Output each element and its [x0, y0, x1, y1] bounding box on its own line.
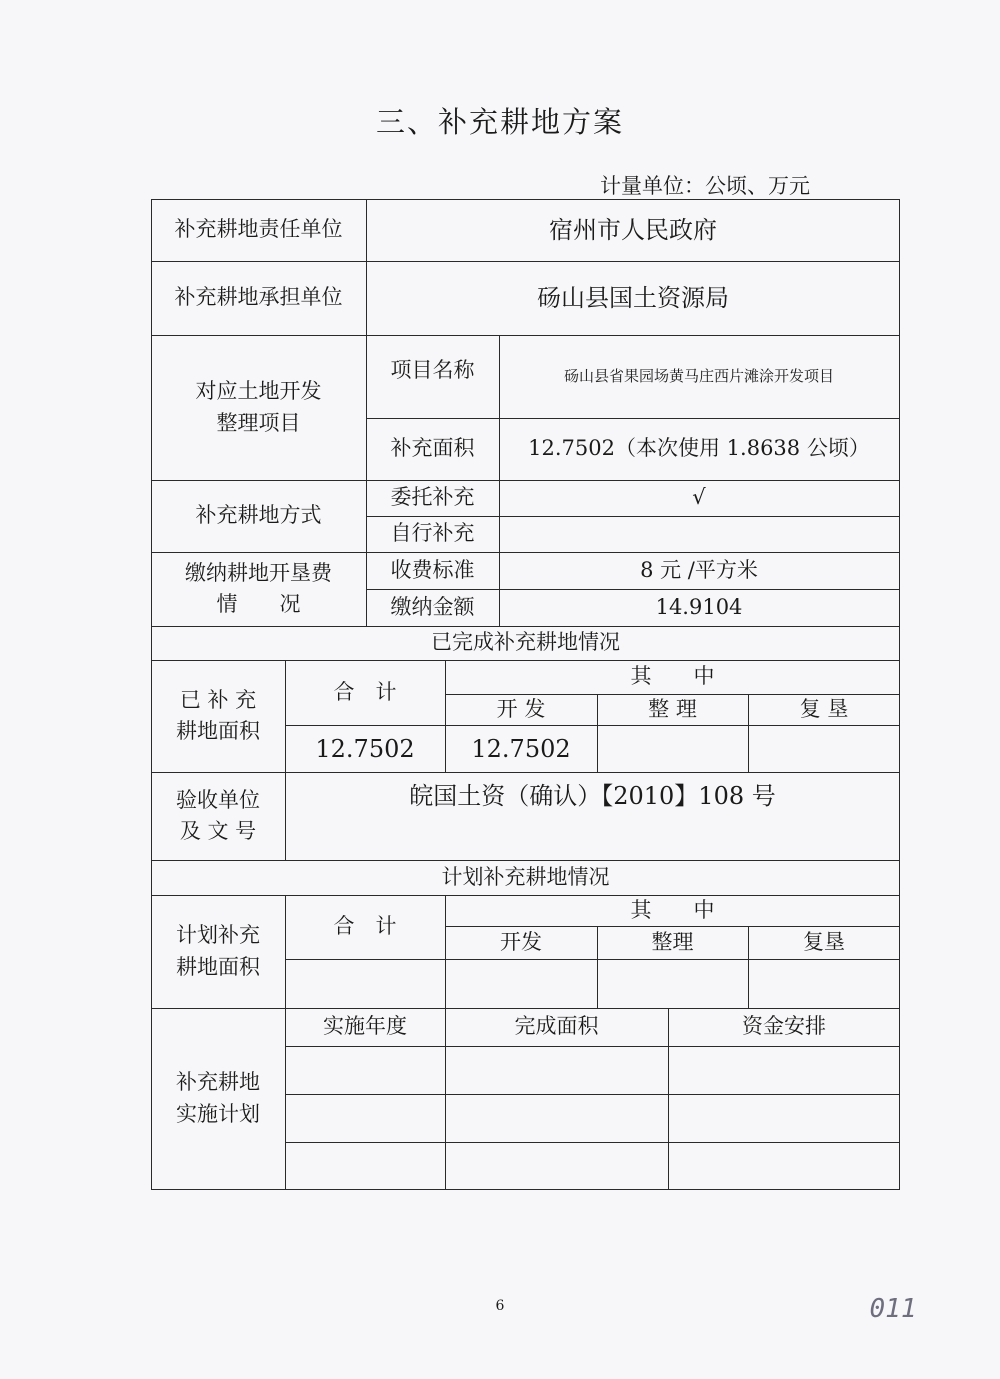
completed-consolidation-label: 整 理: [648, 696, 697, 721]
fee-amount-label: 缴纳金额: [390, 594, 475, 619]
table-line: [285, 1046, 900, 1047]
fee-standard-value: 8 元 /平方米: [640, 557, 758, 582]
completed-development-label: 开 发: [496, 696, 546, 721]
completed-total-value: 12.7502: [315, 734, 415, 763]
planned-area-label: 计划补充 耕地面积: [176, 923, 260, 979]
planned-section-title: 计划补充耕地情况: [441, 864, 610, 889]
funding-arrangement-label: 资金安排: [742, 1014, 826, 1039]
archive-stamp: 011: [869, 1294, 917, 1324]
project-name-value: 砀山县省果园场黄马庄西片滩涂开发项目: [563, 367, 834, 386]
table-line: [285, 1094, 900, 1095]
acceptance-document-number: 皖国土资（确认）【2010】108 号: [409, 782, 776, 810]
planned-development-label: 开发: [500, 929, 542, 954]
supplement-area-value: 12.7502（本次使用 1.8638 公顷）: [528, 436, 870, 461]
completed-total-label: 合 计: [333, 679, 397, 704]
completed-area-header: 完成面积: [514, 1014, 599, 1039]
fee-standard-label: 收费标准: [390, 557, 475, 582]
implementation-plan-label: 补充耕地 实施计划: [176, 1070, 260, 1126]
self-supplement-value: [499, 516, 899, 552]
reclamation-fee-label: 缴纳耕地开垦费 情 况: [185, 560, 332, 616]
supplement-method-label: 补充耕地方式: [195, 503, 322, 528]
table-line: [285, 1142, 900, 1143]
undertaking-unit-value: 砀山县国土资源局: [537, 284, 729, 312]
planned-total-label: 合 计: [333, 914, 397, 939]
supplement-area-label: 补充面积: [390, 436, 475, 461]
responsible-unit-label: 补充耕地责任单位: [174, 217, 343, 242]
unit-note: 计量单位：公顷、万元: [600, 174, 810, 198]
page-number: 6: [495, 1298, 505, 1314]
completed-section-title: 已完成补充耕地情况: [431, 630, 620, 655]
planned-consolidation-label: 整理: [651, 929, 694, 954]
planned-reclamation-label: 复垦: [803, 929, 845, 954]
completed-of-which-label: 其 中: [630, 664, 715, 689]
table-line: [285, 959, 900, 960]
entrusted-checkmark: √: [692, 485, 706, 510]
implementation-year-label: 实施年度: [323, 1014, 407, 1039]
plan-table: [151, 199, 900, 1190]
completed-development-value: 12.7502: [471, 734, 571, 763]
project-label: 对应土地开发 整理项目: [195, 379, 322, 435]
completed-consolidation-value: [597, 725, 748, 772]
project-name-label: 项目名称: [390, 358, 475, 382]
planned-of-which-label: 其 中: [630, 897, 715, 922]
completed-reclamation-value: [748, 725, 900, 772]
undertaking-unit-label: 补充耕地承担单位: [174, 285, 343, 310]
completed-reclamation-label: 复 垦: [799, 696, 849, 721]
fee-amount-value: 14.9104: [655, 594, 743, 619]
page-title: 三、补充耕地方案: [375, 105, 624, 139]
table-line: [151, 1189, 900, 1190]
completed-area-label: 已 补 充 耕地面积: [176, 687, 260, 743]
entrusted-supplement-label: 委托补充: [390, 485, 475, 510]
self-supplement-label: 自行补充: [390, 521, 475, 546]
acceptance-label: 验收单位 及 文 号: [176, 787, 260, 843]
responsible-unit-value: 宿州市人民政府: [549, 216, 717, 244]
